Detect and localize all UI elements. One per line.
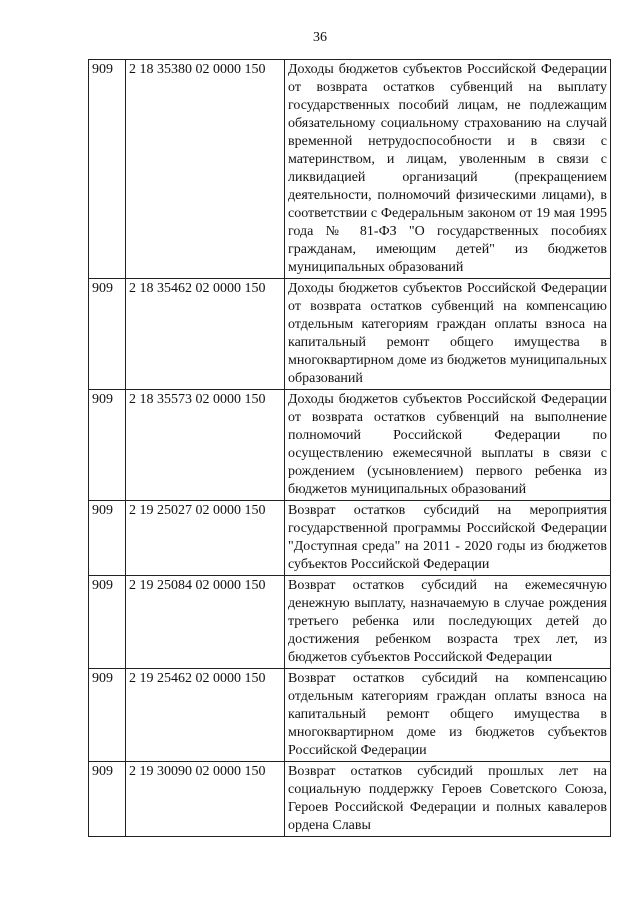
description-cell [285, 762, 611, 837]
description-cell [285, 60, 611, 279]
admin-code-cell: 909 [89, 390, 126, 501]
description-text: Доходы бюджетов субъектов Российской Федерации от возврата остатков субвенций на выполнение полномочий Российской Федерации по осуществлению ежемесячной выплаты в связи с рождением (усыновлением) первого ребенка из бюджетов муниципальных образований [288, 392, 607, 497]
admin-code-cell: 909 [89, 501, 126, 576]
table-row [89, 279, 611, 390]
description-text: Возврат остатков субсидий на компенсацию отдельным категориям граждан оплаты взноса на капитальный ремонт общего имущества в многоквартирном доме из бюджетов субъектов Российской Федерации [288, 671, 607, 758]
admin-code-cell: 909 [89, 576, 126, 669]
budget-code-cell: 2 19 30090 02 0000 150 [126, 762, 285, 837]
description-text: Доходы бюджетов субъектов Российской Федерации от возврата остатков субвенций на выплату государственных пособий лицам, не подлежащим обязательному социальному страхованию на случай временной нетрудоспособности и в связи с материнством, и лицам, уволенным в связи с ликвидацией организаций (прекращением деятельности, полномочий физическими лицами), в соответствии с Федеральным законом от 19 мая 1995 года № 81-ФЗ "О государственных пособиях гражданам, имеющим детей" из бюджетов муниципальных образований [288, 62, 607, 275]
revenue-codes-table [88, 59, 611, 837]
description-cell [285, 669, 611, 762]
table-row [89, 669, 611, 762]
description-text: Возврат остатков субсидий прошлых лет на социальную поддержку Героев Советского Союза, Героев Российской Федерации и полных кавалеров ордена Славы [288, 764, 607, 833]
table-row [89, 390, 611, 501]
page-number: 36 [313, 30, 327, 45]
table-row [89, 60, 611, 279]
description-cell [285, 390, 611, 501]
description-text: Доходы бюджетов субъектов Российской Федерации от возврата остатков субвенций на компенсацию отдельным категориям граждан оплаты взноса на капитальный ремонт общего имущества в многоквартирном доме из бюджетов муниципальных образований [288, 281, 607, 386]
budget-code-cell: 2 19 25027 02 0000 150 [126, 501, 285, 576]
admin-code-cell: 909 [89, 60, 126, 279]
admin-code-cell: 909 [89, 669, 126, 762]
budget-code-cell: 2 19 25462 02 0000 150 [126, 669, 285, 762]
budget-code-cell: 2 18 35380 02 0000 150 [126, 60, 285, 279]
budget-code-cell: 2 18 35573 02 0000 150 [126, 390, 285, 501]
description-text: Возврат остатков субсидий на мероприятия государственной программы Российской Федерации "Доступная среда" на 2011 - 2020 годы из бюджетов субъектов Российской Федерации [288, 503, 607, 572]
description-cell [285, 279, 611, 390]
admin-code-cell: 909 [89, 762, 126, 837]
budget-code-cell: 2 18 35462 02 0000 150 [126, 279, 285, 390]
table-row [89, 576, 611, 669]
table-row [89, 501, 611, 576]
table-row [89, 762, 611, 837]
admin-code-cell: 909 [89, 279, 126, 390]
description-cell [285, 501, 611, 576]
description-cell [285, 576, 611, 669]
description-text: Возврат остатков субсидий на ежемесячную денежную выплату, назначаемую в случае рождения третьего ребенка или последующих детей до достижения ребенком возраста трех лет, из бюджетов субъектов Российской Федерации [288, 578, 607, 665]
budget-code-cell: 2 19 25084 02 0000 150 [126, 576, 285, 669]
